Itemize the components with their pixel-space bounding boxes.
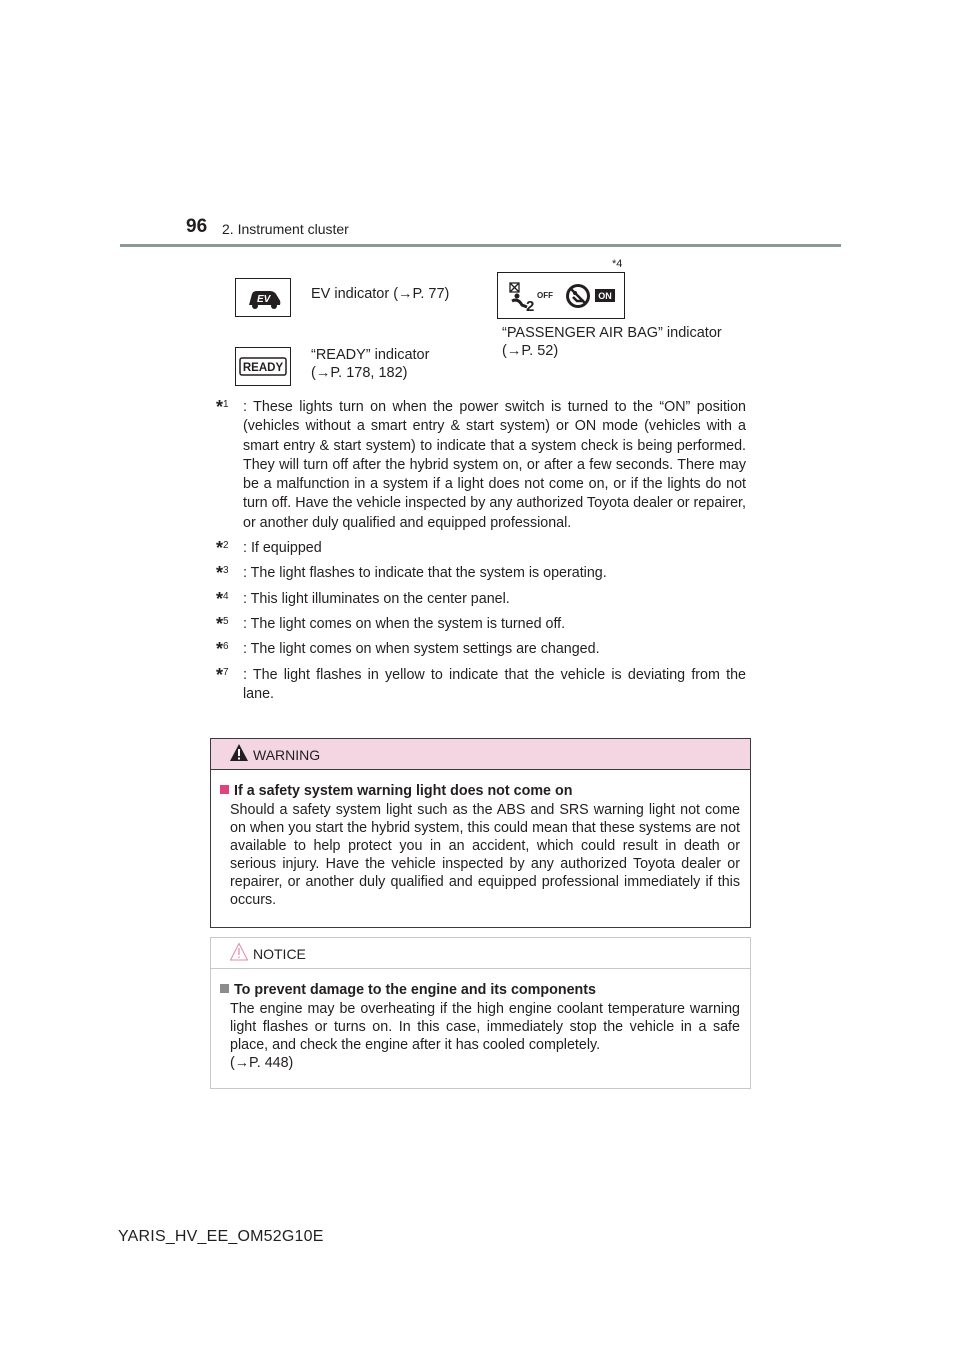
passenger-airbag-indicator-icon: [497, 272, 625, 319]
ready-label-line1: “READY” indicator: [311, 347, 430, 363]
footnote-text: : The light flashes to indicate that the system is operating.: [243, 565, 607, 582]
footnote-text: : The light comes on when system settings are changed.: [243, 641, 600, 658]
notice-text: The engine may be overheating if the high engine coolant temperature warning light flashes or turns on. In this case, immediately stop the vehicle in a safe place, and check the engine after it has cooled completely.: [230, 1001, 740, 1053]
airbag-on-icon: [566, 284, 615, 308]
footnote-6: *$^6$ : The light comes on when system settings are changed.: [216, 639, 600, 660]
notice-box: [210, 937, 751, 1089]
ev-icon-text: EV: [257, 294, 271, 305]
notice-header: [211, 938, 750, 969]
footnote-7: *$^7$ : The light flashes in yellow to indicate that the vehicle is deviating from the lane.: [216, 664, 746, 702]
warning-triangle-icon: [229, 743, 249, 762]
seat-number-text: 2: [526, 298, 535, 315]
footnote-5: *$^5$ : The light comes on when the system is turned off.: [216, 613, 566, 634]
ready-icon: [236, 348, 290, 385]
ready-icon-text: READY: [242, 362, 284, 374]
ready-indicator-label: [311, 346, 429, 382]
airbag-icons: [498, 273, 624, 318]
footnote-1: *$^1$ : These lights turn on when the power switch is turned to the “ON” position (vehicles without a smart entry & start system) or ON mode (vehicles with a smart entry & start system) to indicate that a system check is being performed. They will turn off after the hybrid system on, or after a few seconds. There may be a malfunction in a system if a light does not come on, or if the lights do not turn off. Have the vehicle inspected by any authorized Toyota dealer or repairer, or another duly qualified and equipped professional.: [216, 397, 746, 531]
notice-triangle-icon: [229, 942, 249, 961]
warning-text: Should a safety system light such as the ABS and SRS warning light not come on when you start the hybrid system, this could mean that these systems are not available to help protect you in an accident, which could result in death or serious injury. Have the vehicle inspected by any authorized Toyota dealer or repairer, or another duly qualified and equipped professional immediately if this occurs.: [230, 802, 740, 908]
ev-indicator-label: EV indicator (→P. 77): [311, 286, 450, 302]
notice-reference: (→P. 448): [230, 1055, 294, 1071]
airbag-off-icon: [510, 283, 553, 315]
warning-box: [210, 738, 751, 928]
section-title: 2. Instrument cluster: [222, 221, 349, 237]
footnotes: [216, 398, 746, 710]
footnote-text: : The light flashes in yellow to indicate that the vehicle is deviating from the lane.: [243, 666, 746, 702]
ev-indicator-icon: [235, 278, 291, 317]
ready-label-line2: (→P. 178, 182): [311, 365, 408, 381]
passenger-airbag-label: [502, 324, 722, 360]
page-number: 96: [186, 216, 208, 237]
notice-label: NOTICE: [253, 946, 306, 962]
bullet-square-icon: [220, 785, 229, 794]
passenger-label-line1: “PASSENGER AIR BAG” indicator: [502, 325, 722, 341]
ready-indicator-icon: [235, 347, 291, 386]
warning-label: WARNING: [253, 747, 321, 763]
on-text: ON: [598, 291, 612, 301]
document-code: YARIS_HV_EE_OM52G10E: [118, 1228, 324, 1245]
footnote-text: : If equipped: [243, 540, 322, 557]
notice-title: To prevent damage to the engine and its components: [220, 981, 740, 999]
warning-header: [211, 739, 750, 770]
passenger-footnote-mark: *4: [612, 258, 623, 270]
off-text: OFF: [537, 291, 553, 300]
footnote-3: *$^3$ : The light flashes to indicate that the system is operating.: [216, 563, 607, 584]
footnote-text: : These lights turn on when the power switch is turned to the “ON” position (vehicles without a smart entry & start system) or ON mode (vehicles with a smart entry & start system) to indicate that a system check is being performed. They will turn off after the hybrid system on, or after a few seconds. There may be a malfunction in a system if a light does not come on, or if the lights do not turn off. Have the vehicle inspected by any authorized Toyota dealer or repairer, or another duly qualified and equipped professional.: [243, 399, 746, 531]
header-divider: [120, 244, 841, 247]
warning-title: If a safety system warning light does not come on: [220, 782, 740, 800]
footnote-text: : This light illuminates on the center panel.: [243, 590, 510, 607]
passenger-label-line2: (→P. 52): [502, 343, 559, 359]
footnote-4: *$^4$ : This light illuminates on the center panel.: [216, 588, 510, 609]
footnote-2: *$^2$ : If equipped: [216, 538, 322, 559]
ev-car-icon: [236, 279, 290, 316]
bullet-square-icon: [220, 984, 229, 993]
footnote-text: : The light comes on when the system is turned off.: [243, 615, 566, 632]
